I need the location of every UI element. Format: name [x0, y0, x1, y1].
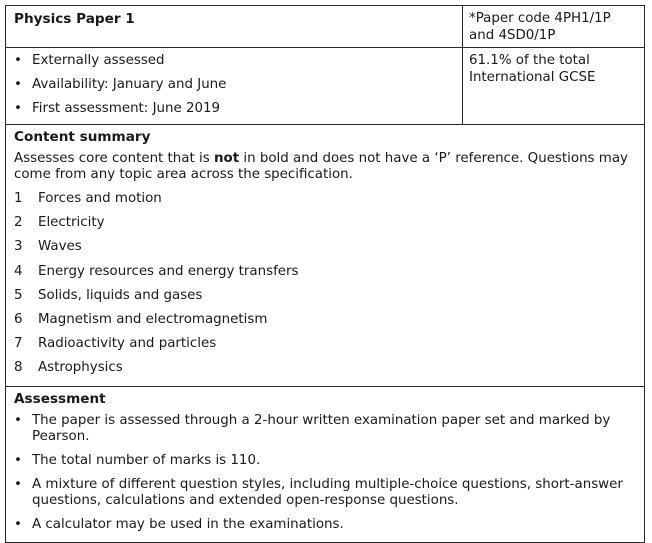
paper-weight-line-1: 61.1% of the total [469, 53, 590, 68]
topic-item [14, 287, 636, 304]
detail-item: • Externally assessed [14, 52, 454, 69]
topic-number: 6 [14, 311, 23, 327]
topic-label: Magnetism and electromagnetism [38, 311, 268, 327]
topic-label: Waves [38, 239, 82, 255]
topic-number: 8 [14, 360, 23, 376]
topic-item [14, 311, 636, 328]
topic-label: Astrophysics [38, 360, 123, 376]
topic-list [14, 190, 636, 376]
detail-item: • Availability: January and June [14, 76, 454, 93]
topic-label: Forces and motion [38, 191, 162, 206]
content-summary-heading: Content summary [14, 129, 151, 145]
topic-item [14, 190, 636, 207]
assessment-item: • The paper is assessed through a 2-hour written examination paper set and marked by Pearson. [14, 413, 636, 445]
topic-number: 5 [14, 287, 23, 303]
paper-weight-cell [463, 48, 644, 124]
topic-number: 2 [14, 215, 23, 231]
assessment-item: • A calculator may be used in the examinations. [14, 517, 636, 533]
paper-details-cell [6, 48, 463, 124]
paper-header-row [6, 6, 644, 48]
content-summary-intro [14, 151, 636, 183]
topic-item [14, 359, 636, 376]
topic-number: 3 [14, 239, 23, 255]
topic-label: Radioactivity and particles [38, 336, 217, 352]
assessment-heading: Assessment [14, 391, 106, 407]
assessment-item: • A mixture of different question styles, including multiple-choice questions, short-answer questions, calculations and extended open-response questions. [14, 477, 636, 509]
intro-text-start: Assesses core content that is [14, 151, 214, 166]
paper-summary-table [5, 5, 645, 543]
topic-item [14, 214, 636, 231]
content-summary-section [6, 125, 644, 387]
paper-code-line-2: and 4SD0/1P [469, 28, 556, 43]
paper-title-cell [6, 6, 463, 47]
topic-item [14, 238, 636, 255]
assessment-item: • The total number of marks is 110. [14, 453, 636, 469]
topic-number: 7 [14, 336, 23, 352]
topic-item [14, 335, 636, 352]
paper-title: Physics Paper 1 [14, 11, 135, 27]
topic-item [14, 263, 636, 280]
paper-details-list [14, 52, 454, 117]
topic-label: Electricity [38, 215, 105, 231]
paper-weight-line-2: International GCSE [469, 70, 596, 85]
topic-label: Solids, liquids and gases [38, 287, 203, 303]
paper-code-cell [463, 6, 644, 47]
paper-code-line-1: *Paper code 4PH1/1P [469, 11, 611, 26]
topic-number: 1 [14, 191, 23, 206]
topic-label: Energy resources and energy transfers [38, 263, 299, 279]
intro-text-end: in bold and does not have a ‘P’ reference. Questions may come from any topic area across the specification. [14, 151, 628, 182]
assessment-list [14, 413, 636, 533]
topic-number: 4 [14, 263, 23, 279]
assessment-section [6, 387, 644, 542]
intro-text-bold: not [213, 151, 240, 166]
detail-item: • First assessment: June 2019 [14, 100, 454, 117]
paper-details-row [6, 48, 644, 125]
